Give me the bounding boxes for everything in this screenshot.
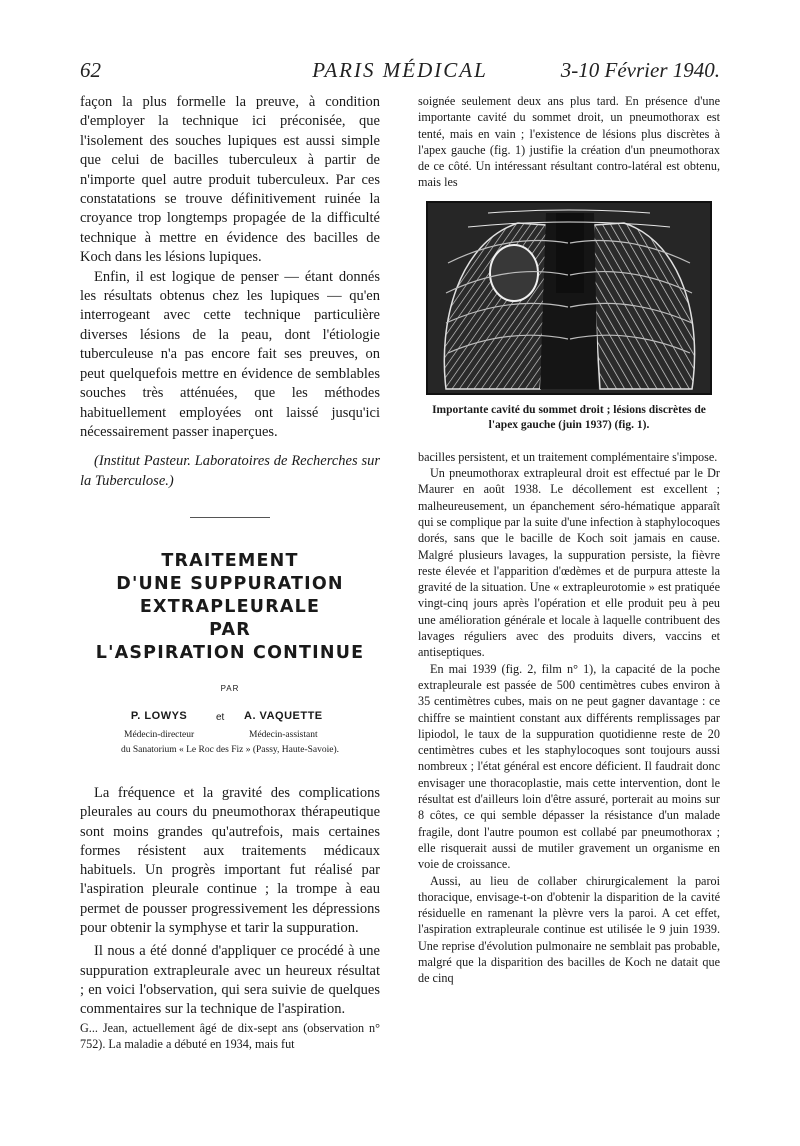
section-divider: [190, 517, 270, 518]
title-line: EXTRAPLEURALE: [139, 597, 321, 618]
right-paragraph-4: Aussi, au lieu de collaber chirurgicalement la paroi thoracique, envisage-t-on d'obtenir la disparition de la cavité résiduelle en ramenant la plèvre vers la paroi. A cet effet, l'aspiration extrapleurale continue est utilisée le 9 juin 1939. Une reprise d'évolution pulmonaire ne semblait pas probable, malgré que la disparition des bacilles de Koch ne datait que de cinq: [418, 873, 720, 986]
title-line: L'ASPIRATION CONTINUE: [95, 643, 365, 664]
xray-drawing: [428, 203, 710, 393]
intro-paragraph-2: Il nous a été donné d'appliquer ce procédé à une suppuration extrapleurale avec un heureux résultat ; en voici l'observation, qui sera suivie de quelques commentaires sur la technique de l'aspiration.: [80, 943, 380, 1018]
left-column: [80, 93, 380, 1053]
running-header: [80, 58, 720, 88]
right-column: [418, 93, 720, 987]
right-paragraph-1: bacilles persistent, et un traitement complémentaire s'impose.: [418, 449, 718, 464]
page-number: 62: [80, 58, 101, 82]
author-2-role: Médecin-assistant: [249, 729, 318, 740]
observation-continuation: soignée seulement deux ans plus tard. En présence d'une importante cavité du sommet droit, un pneumothorax est tenté, mais en vain ; l'existence de lésions plus discrètes à l'apex gauche (fig. 1) justifie la création d'un pneumothorax de ce côté. Un intéressant résultant contro-latéral est obtenu, mais les: [418, 94, 720, 190]
author-2-name: A. VAQUETTE: [244, 709, 323, 722]
title-line: D'UNE SUPPURATION: [116, 574, 344, 595]
author-conjunction: et: [216, 711, 225, 723]
by-label: PAR: [220, 684, 240, 694]
observation-paragraph: G... Jean, actuellement âgé de dix-sept ans (observation n° 752). La maladie a débuté en 1934, mais fut: [80, 1020, 380, 1051]
author-1-role: Médecin-directeur: [124, 729, 195, 740]
author-1: [124, 707, 194, 746]
authors: [80, 707, 380, 741]
figure-1: [426, 201, 712, 395]
reference-note: (Institut Pasteur. Laboratoires de Recherches sur la Tuberculose.): [80, 453, 380, 489]
issue-date: 3-10 Février 1940.: [560, 58, 720, 82]
article-intro: [80, 784, 380, 1020]
figure-1-caption: Importante cavité du sommet droit ; lésions discrètes de l'apex gauche (juin 1937) (fig. 1).: [432, 403, 706, 431]
continuation-paragraph: façon la plus formelle la preuve, à condition d'employer la technique ici préconisée, que l'isolement des souches lupiques est aussi simple que celui de bacilles tuberculeux à partir de n'importe quel autre produit tuberculeux. Par ces constatations se trouve définitivement ruinée la croyance trop longtemps propagée de la difficulté technique à mettre en évidence des bacilles de Koch dans les lésions lupiques.: [80, 94, 380, 266]
intro-paragraph-1: La fréquence et la gravité des complications pleurales au cours du pneumothorax thérapeutique sont moins grandes qu'autrefois, mais certaines formes résistent aux traitements médicaux habituels. Un progrès important fut réalisé par l'aspiration pleurale continue ; la trompe à eau permet de pousser progressivement les dépressions pour obtenir la symphyse et tarir la suppuration.: [80, 784, 380, 937]
author-1-name: P. LOWYS: [130, 709, 188, 722]
right-paragraph-2: Un pneumothorax extrapleural droit est effectué par le Dr Maurer en août 1938. Le décollement est excellent ; malheureusement, un épanchement séro-hématique apparaît qui se complique par la suite d'une infection à staphylocoques dorés, sans que le bacille de Koch soit jamais en cause. Malgré plusieurs lavages, la suppuration persiste, la fièvre reste élevée et l'apparition d'œdèmes et de purpura atteste la gravité de la situation. Une « extrapleurotomie » est pratiquée vingt-cinq jours après l'opération et elle produit peu à peu une amélioration générale et locale à laquelle contribuent des lavages réguliers avec des produits divers, vaccins et antiseptiques.: [418, 466, 720, 660]
title-line: PAR: [209, 620, 251, 641]
right-paragraph-3: En mai 1939 (fig. 2, film n° 1), la capacité de la poche extrapleurale est passée de 500 centimètres cubes environ à 35 centimètres cubes, mais on ne peut gagner davantage : ce chiffre se maintient constant aux différents remplissages par lipiodol, le taux de la suppuration quotidienne reste de 20 centimètres cubes et les staphylocoques sont toujours aussi nombreux ; l'état général est encore déficient. Il faudrait donc envisager une thoracoplastie, mais cette intervention, dont le résultat est d'ailleurs loin d'être assuré, porterait au moins sur 8 côtes, ce qui semble dépasser la résistance d'un malade fragile, dont l'autre poumon est collabé par pneumothorax ; elle risquerait aussi de mutiler gravement un organisme en voie de croissance.: [418, 661, 720, 872]
enfin-paragraph: Enfin, il est logique de penser — étant donnés les résultats obtenus chez les lupiques — qu'en interrogeant avec cette technique particulière diverses lésions de la peau, dont l'étiologie tuberculeuse n'a pas encore fait ses preuves, on peut quelquefois mettre en évidence de semblables souches très atténuées, que les méthodes habituellement employées ont laissé jusqu'ici nécessairement passer inaperçues.: [80, 268, 380, 440]
article-title: [80, 550, 380, 698]
institution: du Sanatorium « Le Roc des Fiz » (Passy, Haute-Savoie).: [120, 744, 340, 755]
author-2: [244, 707, 323, 746]
journal-title: PARIS MÉDICAL: [312, 58, 488, 82]
title-line: TRAITEMENT: [161, 551, 299, 572]
